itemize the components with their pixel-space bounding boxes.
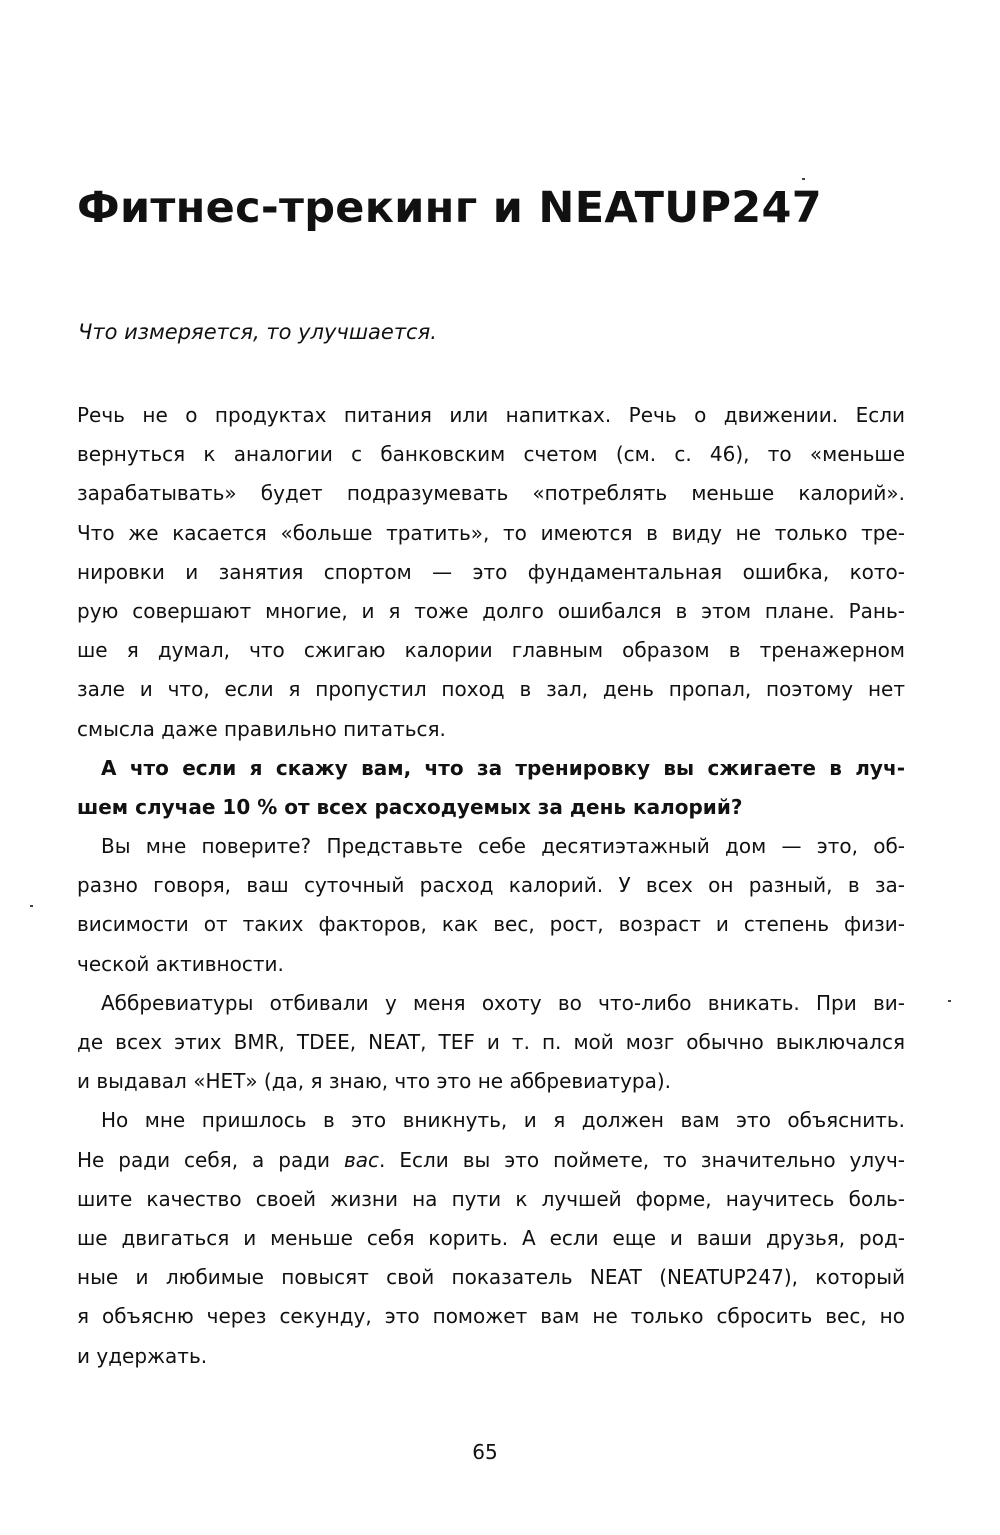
page-title: Фитнес-трекинг и NEATUP247 <box>77 183 822 233</box>
text-line: шите качество своей жизни на пути к лучшей форме, научитесь боль- <box>77 1186 905 1211</box>
text-line: вернуться к аналогии с банковским счетом (см. с. 46), то «меньше <box>77 442 905 467</box>
text-line: Не ради себя, а ради вас. Если вы это поймете, то значительно улуч- <box>77 1147 905 1172</box>
text-line: ные и любимые повысят свой показатель NEAT (NEATUP247), который <box>77 1265 905 1290</box>
text-line: Речь не о продуктах питания или напитках. Речь о движении. Если <box>77 403 905 427</box>
text-line: де всех этих BMR, TDEE, NEAT, TEF и т. п. мой мозг обычно выключался <box>77 1030 905 1054</box>
text-line: нировки и занятия спортом — это фундаментальная ошибка, кото- <box>77 559 905 584</box>
text-line: Вы мне поверите? Представьте себе десятиэтажный дом — это, об- <box>101 834 905 859</box>
text-line: зале и что, если я пропустил поход в зал, день пропал, поэтому нет <box>77 677 905 702</box>
scan-speck <box>30 905 33 907</box>
text-line: смысла даже правильно питаться. <box>77 716 446 741</box>
text-line: ше двигаться и меньше себя корить. А если еще и ваши друзья, род- <box>77 1225 905 1250</box>
text-line: и удержать. <box>77 1343 208 1368</box>
text-line: Аббревиатуры отбивали у меня охоту во что-либо вникать. При ви- <box>101 990 905 1015</box>
text-line: я объясню через секунду, это поможет вам не только сбросить вес, но <box>77 1304 905 1329</box>
text-line: разно говоря, ваш суточный расход калорий. У всех он разный, в за- <box>77 873 905 898</box>
scan-speck <box>948 1000 951 1002</box>
text-line: Что же касается «больше тратить», то имеются в виду не только тре- <box>77 520 905 545</box>
text-line: шем случае 10 % от всех расходуемых за день калорий? <box>77 794 743 819</box>
page-number: 65 <box>472 1440 498 1464</box>
text-line: ческой активности. <box>77 951 284 976</box>
scan-speck <box>802 178 805 180</box>
text-line: висимости от таких факторов, как вес, рост, возраст и степень физи- <box>77 912 905 937</box>
body-text <box>77 396 905 1376</box>
text-line: ше я думал, что сжигаю калории главным образом в тренажерном <box>77 638 905 663</box>
text-line: и выдавал «НЕТ» (да, я знаю, что это не аббревиатура). <box>77 1069 672 1094</box>
text-line: зарабатывать» будет подразумевать «потреблять меньше калорий». <box>77 481 905 506</box>
emphasis: вас <box>344 1147 380 1172</box>
text-line: Но мне пришлось в это вникнуть, и я должен вам это объяснить. <box>101 1108 905 1133</box>
epigraph: Что измеряется, то улучшается. <box>78 320 437 344</box>
text-line: рую совершают многие, и я тоже долго ошибался в этом плане. Рань- <box>77 598 905 623</box>
text-line: А что если я скажу вам, что за тренировку вы сжигаете в луч- <box>101 755 905 780</box>
